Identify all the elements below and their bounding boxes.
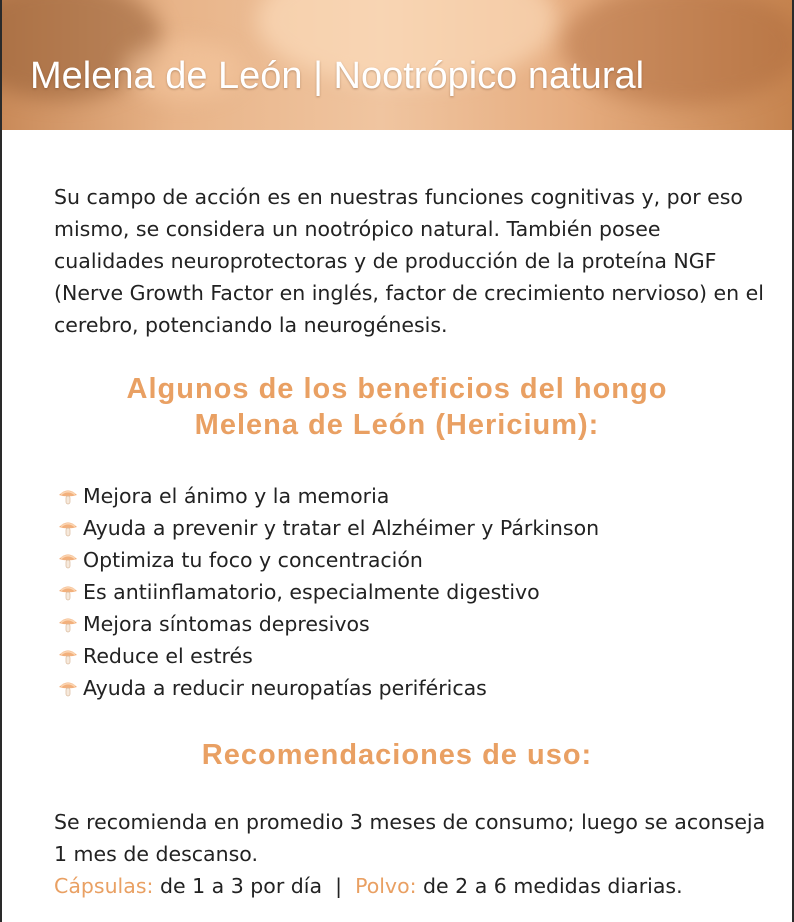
benefit-label: Ayuda a reducir neuropatías periféricas — [83, 676, 487, 700]
benefit-item — [57, 576, 599, 608]
mushroom-icon — [57, 645, 79, 667]
separator: | — [335, 874, 343, 898]
benefit-item — [57, 512, 599, 544]
benefits-title-line1: Algunos de los beneficios del hongo — [126, 373, 668, 405]
benefits-title-line2: Melena de León (Hericium): — [194, 409, 600, 441]
mushroom-icon — [57, 677, 79, 699]
benefits-title — [2, 371, 792, 443]
capsules-value: de 1 a 3 por día — [153, 874, 323, 898]
benefit-label: Ayuda a prevenir y tratar el Alzhéimer y Párkinson — [83, 516, 600, 540]
usage-title: Recomendaciones de uso: — [201, 739, 593, 771]
benefit-list — [57, 480, 599, 704]
benefit-item — [57, 480, 599, 512]
benefit-item — [57, 640, 599, 672]
mushroom-icon — [57, 517, 79, 539]
powder-value: de 2 a 6 medidas diarias. — [416, 874, 683, 898]
benefit-label: Es antiinflamatorio, especialmente digestivo — [83, 580, 540, 604]
mushroom-icon — [57, 613, 79, 635]
benefit-item — [57, 672, 599, 704]
dosage-line — [54, 870, 683, 902]
capsules-label: Cápsulas: — [54, 874, 154, 898]
benefit-label: Mejora el ánimo y la memoria — [83, 484, 390, 508]
mushroom-icon — [57, 549, 79, 571]
benefit-item — [57, 608, 599, 640]
header-banner — [2, 0, 792, 130]
mushroom-icon — [57, 485, 79, 507]
intro-paragraph: Su campo de acción es en nuestras funciones cognitivas y, por eso mismo, se considera un nootrópico natural. También posee cualidades neuroprotectoras y de producción de la proteína NGF (Nerve Growth Factor en inglés, factor de crecimiento nervioso) en el cerebro, potenciando la neurogénesis. — [54, 185, 764, 337]
benefit-label: Mejora síntomas depresivos — [83, 612, 370, 636]
benefit-item — [57, 544, 599, 576]
powder-label: Polvo: — [355, 874, 417, 898]
mushroom-icon — [57, 581, 79, 603]
usage-paragraph: Se recomienda en promedio 3 meses de consumo; luego se aconseja 1 mes de descanso. — [54, 810, 766, 866]
page-title: Melena de León | Nootrópico natural — [30, 55, 645, 97]
benefit-label: Optimiza tu foco y concentración — [83, 548, 423, 572]
benefit-label: Reduce el estrés — [83, 644, 253, 668]
